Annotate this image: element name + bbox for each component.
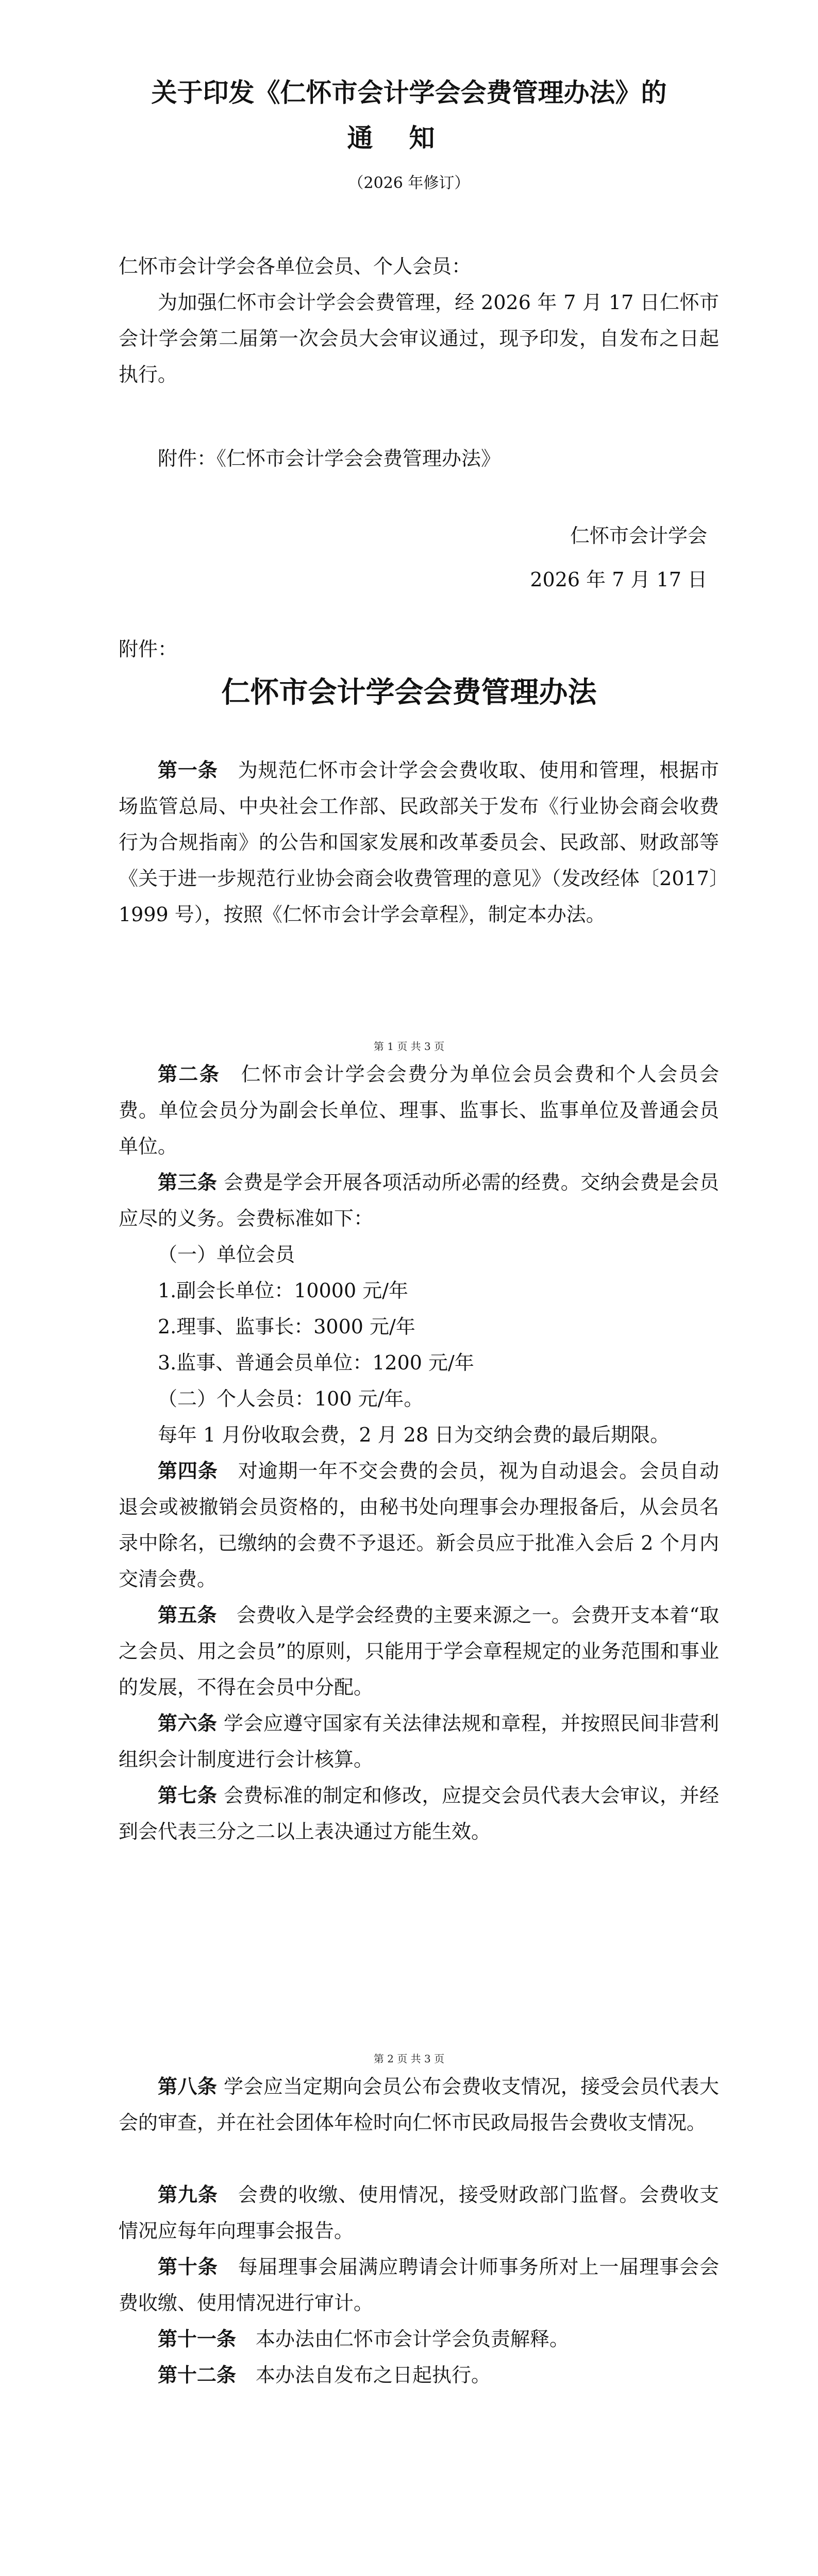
- notice-subtitle: （2026 年修订）: [348, 174, 470, 192]
- article-1-head: 第一条: [158, 759, 218, 782]
- law-attachment-label: 附件：: [119, 638, 178, 660]
- fee-item-2: 2.理事、监事长：3000 元/年: [158, 1315, 415, 1338]
- article-1-text: 为规范仁怀市会计学会会费收取、使用和管理，根据市场监管总局、中央社会工作部、民政部关于发布《行业协会商会收费行为合规指南》的公告和国家发展和改革委员会、民政部、财政部等《关于进一步规范行业协会商会收费管理的意见》（发改经体〔2017〕1999 号），按照《仁怀市会计学会章程》，制定本办法。: [119, 759, 719, 926]
- article-5-text: 会费收入是学会经费的主要来源之一。会费开支本着“取之会员、用之会员”的原则，只能用于学会章程规定的业务范围和事业的发展，不得在会员中分配。: [119, 1604, 719, 1699]
- article-10-text: 每届理事会届满应聘请会计师事务所对上一届理事会会费收缴、使用情况进行审计。: [119, 2256, 719, 2314]
- notice-salutation: 仁怀市会计学会各单位会员、个人会员：: [119, 255, 472, 278]
- article-7: [119, 1777, 719, 1850]
- article-3: [119, 1164, 719, 1236]
- article-2: [119, 1056, 719, 1164]
- article-9-text: 会费的收缴、使用情况，接受财政部门监督。会费收支情况应每年向理事会报告。: [119, 2183, 719, 2242]
- article-5: [119, 1597, 719, 1705]
- fee-item-1: 1.副会长单位：10000 元/年: [158, 1279, 409, 1302]
- article-4: [119, 1453, 719, 1597]
- signature-date: 2026 年 7 月 17 日: [530, 568, 707, 591]
- article-11-head: 第十一条: [158, 2328, 237, 2350]
- article-5-head: 第五条: [158, 1604, 217, 1626]
- article-1: [119, 752, 719, 933]
- article-9: [119, 2177, 719, 2249]
- article-6: [119, 1705, 719, 1777]
- notice-title-line1: 关于印发《仁怀市会计学会会费管理办法》的: [151, 78, 667, 108]
- law-title: 仁怀市会计学会会费管理办法: [221, 676, 597, 709]
- article-11-text: 本办法由仁怀市会计学会负责解释。: [256, 2328, 570, 2350]
- article-8-head: 第八条: [158, 2075, 218, 2098]
- notice-title-line2: 通知: [347, 123, 471, 153]
- article-8: [119, 2069, 719, 2141]
- article-7-text: 会费标准的制定和修改，应提交会员代表大会审议，并经到会代表三分之二以上表决通过方能生效。: [119, 1784, 719, 1843]
- article-3-text: 会费是学会开展各项活动所必需的经费。交纳会费是会员应尽的义务。会费标准如下：: [119, 1171, 719, 1230]
- article-11: [158, 2321, 569, 2357]
- article-2-text: 仁怀市会计学会会费分为单位会员会费和个人会员会费。单位会员分为副会长单位、理事、监事长、监事单位及普通会员单位。: [119, 1063, 719, 1158]
- fee-personal: （二）个人会员：100 元/年。: [158, 1387, 424, 1410]
- article-4-head: 第四条: [158, 1460, 218, 1482]
- article-6-head: 第六条: [158, 1712, 218, 1735]
- signature-org: 仁怀市会计学会: [570, 524, 707, 547]
- article-3-head: 第三条: [158, 1171, 218, 1194]
- article-12-text: 本办法自发布之日起执行。: [256, 2364, 491, 2386]
- article-2-head: 第二条: [158, 1063, 221, 1086]
- article-12-head: 第十二条: [158, 2364, 237, 2386]
- article-10-head: 第十条: [158, 2256, 218, 2278]
- notice-body: 为加强仁怀市会计学会会费管理，经 2026 年 7 月 17 日仁怀市会计学会第二届第一次会员大会审议通过，现予印发，自发布之日起执行。: [119, 291, 719, 386]
- article-6-text: 学会应遵守国家有关法律法规和章程，并按照民间非营利组织会计制度进行会计核算。: [119, 1712, 719, 1771]
- article-10: [119, 2249, 719, 2321]
- page-footer-2: 第 2 页 共 3 页: [373, 2053, 445, 2065]
- article-4-text: 对逾期一年不交会费的会员，视为自动退会。会员自动退会或被撤销会员资格的，由秘书处向理事会办理报备后，从会员名录中除名，已缴纳的会费不予退还。新会员应于批准入会后 2 个月内交清会费。: [119, 1460, 719, 1590]
- article-9-head: 第九条: [158, 2183, 218, 2206]
- page-footer-1: 第 1 页 共 3 页: [373, 1040, 445, 1053]
- article-12: [158, 2357, 491, 2393]
- fee-period: 每年 1 月份收取会费，2 月 28 日为交纳会费的最后期限。: [158, 1423, 670, 1446]
- notice-attachment: 附件：《仁怀市会计学会会费管理办法》: [158, 447, 501, 470]
- fee-item-3: 3.监事、普通会员单位：1200 元/年: [158, 1351, 474, 1374]
- article-7-head: 第七条: [158, 1784, 218, 1807]
- fee-unit-head: （一）单位会员: [158, 1243, 295, 1266]
- article-8-text: 学会应当定期向会员公布会费收支情况，接受会员代表大会的审查，并在社会团体年检时向仁怀市民政局报告会费收支情况。: [119, 2075, 719, 2134]
